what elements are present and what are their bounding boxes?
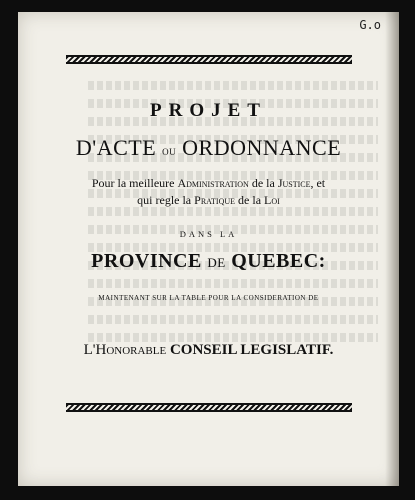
honorable: L'Honorable [83,342,167,358]
subtitle-loi: Loi [264,193,280,207]
subtitle-text: qui regle la [137,193,192,207]
title-acte: D'ACTE [75,135,157,160]
maintenant-line: MAINTENANT SUR LA TABLE POUR LA CONSIDERATION DE [98,294,319,302]
subtitle-text: de la [238,193,262,207]
title-projet: PROJET [150,100,267,121]
province-de-quebec [38,250,379,273]
subtitle [38,175,379,209]
conseil-legislatif [38,342,379,359]
title-ou: ou [162,143,177,158]
ornamental-rule-top [66,55,352,64]
shelfmark: G.o [359,18,381,32]
subtitle-text: Pour la meilleure [91,176,175,190]
province-de: DE [207,255,226,270]
dans-la: DANS LA [179,229,238,239]
subtitle-text: , et [310,176,326,190]
subtitle-pratique: Pratique [194,193,236,207]
province-word: PROVINCE [91,250,202,272]
province-quebec: QUEBEC: [231,250,326,272]
ornamental-rule-bottom [66,403,352,412]
subtitle-justice: Justice [277,176,311,190]
conseil-name: CONSEIL LEGISLATIF. [169,342,334,358]
subtitle-text: de la [251,176,275,190]
subtitle-administration: Administration [177,176,249,190]
title-acte-ordonnance [38,135,379,161]
title-ordonnance: ORDONNANCE [182,135,342,160]
page-edge-shadow [385,12,399,486]
document-page [18,12,399,486]
